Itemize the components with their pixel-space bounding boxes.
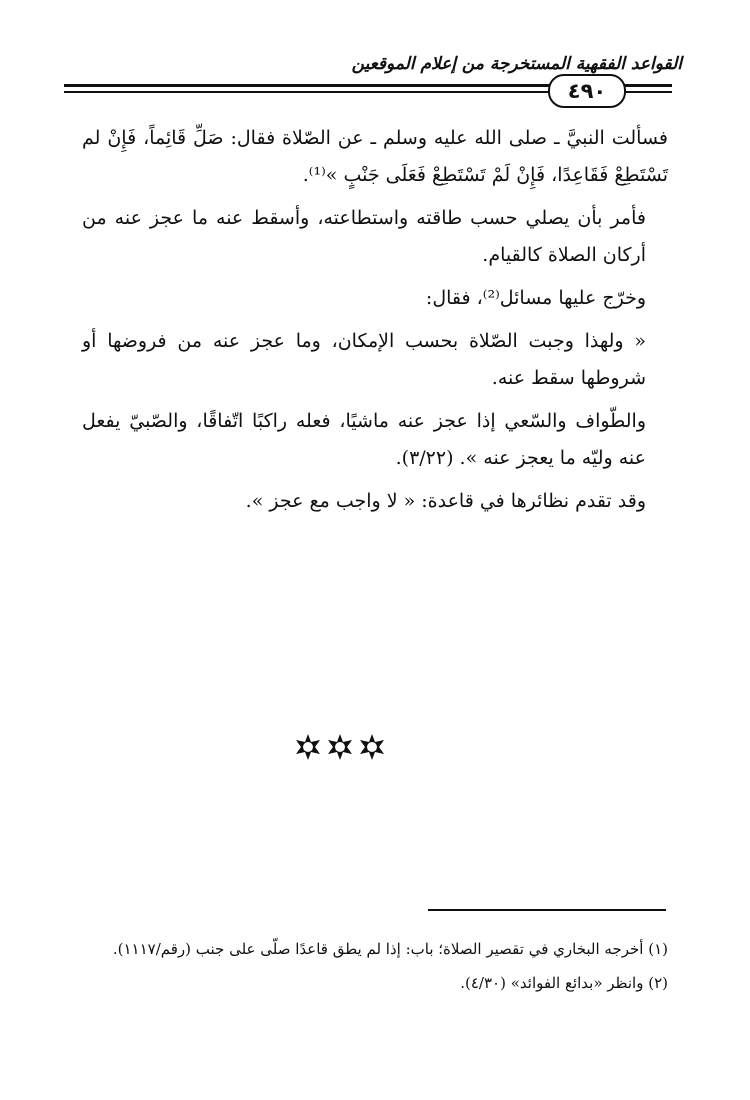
footnote: (٢) وانظر «بدائع الفوائد» (٤/٣٠). (460, 974, 668, 992)
page-number: ٤٩٠ (548, 74, 626, 108)
quote-paragraph: « ولهذا وجبت الصّلاة بحسب الإمكان، وما عجز عنه من فروضها أو شروطها سقط عنه. (82, 330, 646, 389)
header-rule (64, 91, 550, 93)
paragraph: وقد تقدم نظائرها في قاعدة: « لا واجب مع عجز ». (245, 490, 646, 512)
footnote: (١) أخرجه البخاري في تقصير الصلاة؛ باب: إذا لم يطق قاعدًا صلّى على جنب (رقم/١١١٧). (112, 940, 668, 958)
section-ornament (294, 734, 386, 764)
star-ornament-icon (326, 733, 354, 765)
star-ornament-icon (294, 733, 322, 765)
header-rule (620, 84, 672, 87)
header-rule (620, 91, 672, 93)
paragraph: فسألت النبيَّ ـ صلى الله عليه وسلم ـ عن الصّلاة فقال: صَلِّ قَائِماً، فَإِنْ لم تَسْتَطِعْ فَقَاعِدًا، فَإِنْ لَمْ تَسْتَطِعْ فَعَلَى جَنْبٍ »⁽¹⁾. (82, 127, 668, 186)
paragraph: وخرّج عليها مسائل⁽²⁾، فقال: (425, 287, 646, 309)
paragraph: والطّواف والسّعي إذا عجز عنه ماشيًا، فعله راكبًا اتّفاقًا، والصّبيّ يفعل عنه وليّه ما يعجز عنه ». (٣/٢٢). (82, 410, 646, 469)
footnote-separator (428, 909, 666, 911)
main-text (82, 120, 668, 526)
star-ornament-icon (358, 733, 386, 765)
header-rule (64, 84, 550, 87)
running-title: القواعد الفقهية المستخرجة من إعلام الموقعين (351, 54, 682, 74)
footnotes (82, 934, 668, 1002)
paragraph: فأمر بأن يصلي حسب طاقته واستطاعته، وأسقط عنه ما عجز عنه من أركان الصلاة كالقيام. (82, 207, 646, 266)
